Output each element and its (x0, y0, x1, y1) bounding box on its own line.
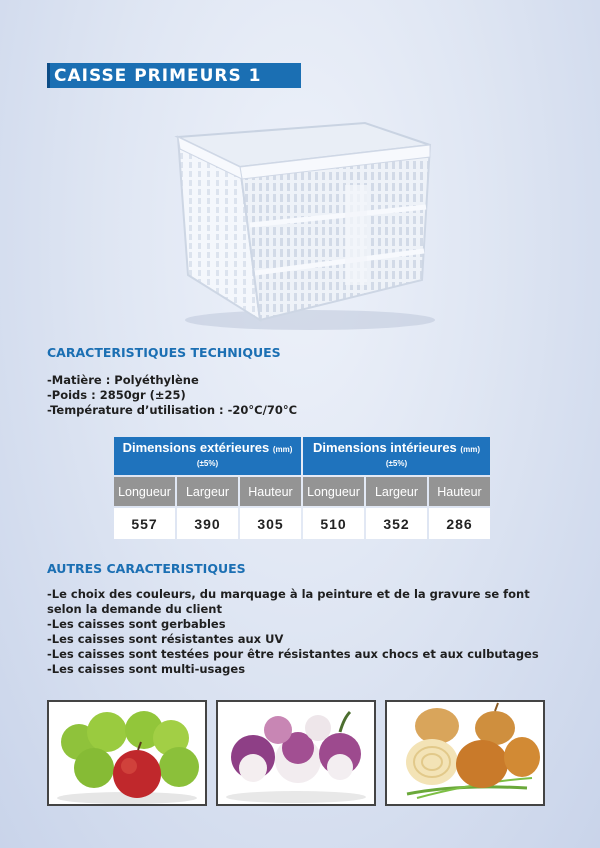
column-header-row (114, 477, 490, 506)
value-cell: 286 (429, 508, 490, 539)
exterior-tolerance: (±5%) (196, 459, 219, 468)
exterior-dimensions-header (114, 437, 301, 475)
column-header: Largeur (177, 477, 238, 506)
spec-material: -Matière : Polyéthylène (47, 373, 199, 387)
other-line: -Les caisses sont testées pour être résistantes aux chocs et aux culbutages (47, 647, 539, 661)
column-header: Hauteur (429, 477, 490, 506)
turnips-photo (216, 700, 376, 806)
column-header: Hauteur (240, 477, 301, 506)
interior-label: Dimensions intérieures (313, 440, 457, 455)
other-line: -Les caisses sont résistantes aux UV (47, 632, 284, 646)
column-header: Longueur (114, 477, 175, 506)
spec-temperature: -Température d’utilisation : -20°C/70°C (47, 403, 298, 417)
spec-weight: -Poids : 2850gr (±25) (47, 388, 186, 402)
column-header: Largeur (366, 477, 427, 506)
value-cell: 510 (303, 508, 364, 539)
other-line: -Les caisses sont gerbables (47, 617, 226, 631)
crate-image (160, 115, 450, 335)
dimensions-table (112, 435, 492, 541)
interior-unit: (mm) (460, 445, 480, 454)
value-cell: 352 (366, 508, 427, 539)
other-line: -Les caisses sont multi-usages (47, 662, 246, 676)
values-row (114, 508, 490, 539)
page-title: CAISSE PRIMEURS 1 (54, 66, 262, 86)
column-header: Longueur (303, 477, 364, 506)
interior-dimensions-header (303, 437, 490, 475)
exterior-label: Dimensions extérieures (122, 440, 270, 455)
exterior-unit: (mm) (272, 445, 293, 454)
value-cell: 390 (177, 508, 238, 539)
interior-tolerance: (±5%) (385, 459, 408, 468)
apples-photo (47, 700, 207, 806)
other-heading: AUTRES CARACTERISTIQUES (47, 561, 246, 576)
onions-photo (385, 700, 545, 806)
value-cell: 305 (240, 508, 301, 539)
technical-heading: CARACTERISTIQUES TECHNIQUES (47, 345, 281, 360)
other-line: -Le choix des couleurs, du marquage à la peinture et de la gravure se font (47, 587, 530, 601)
value-cell: 557 (114, 508, 175, 539)
other-line: selon la demande du client (47, 602, 222, 616)
